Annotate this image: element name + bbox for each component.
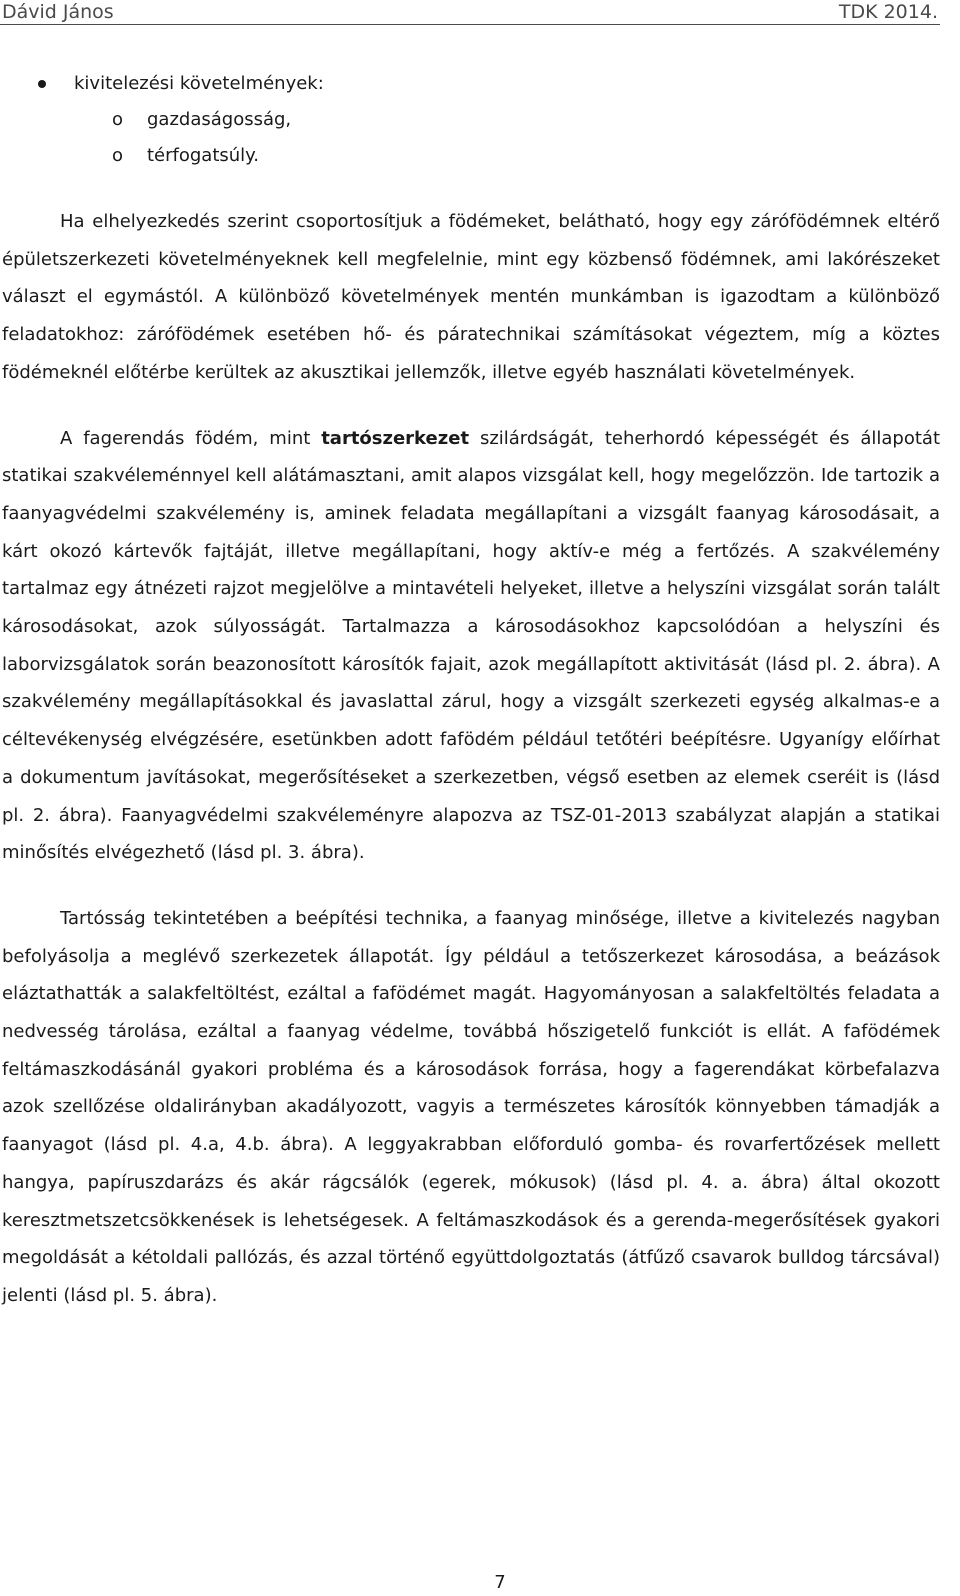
- sub-list-item: o gazdaságosság,: [2, 102, 940, 138]
- page-body: [2, 66, 940, 1315]
- paragraph-2-start: A fagerendás födém, mint: [60, 427, 322, 449]
- bold-term: tartószerkezet: [321, 427, 470, 449]
- sub-list-item: o térfogatsúly.: [2, 138, 940, 174]
- header-event: TDK 2014.: [838, 1, 938, 23]
- page-header: [0, 0, 940, 25]
- page-number: 7: [494, 1572, 506, 1593]
- requirements-list: [2, 66, 940, 174]
- paragraph-2-rest: szilárdságát, teherhordó képességét és állapotát statikai szakvéleménnyel kell alátámasztani, amit alapos vizsgálat kell, hogy megelőzzön. Ide tartozik a faanyagvédelmi szakvélemény is, aminek feladata megállapítani a vizsgált faanyag károsodásait, a kárt okozó kártevők fajtáját, illetve megállapítani, hogy aktív-e még a fertőzés. A szakvélemény tartalmaz egy átnézeti rajzot megjelölve a mintavételi helyeket, illetve a helyszíni vizsgálat során talált károsodásokat, azok súlyosságát. Tartalmazza a károsodásokhoz kapcsolódóan a helyszíni és laborvizsgálatok során beazonosított károsítók fajait, azok megállapított aktivitását (lásd pl. 2. ábra). A szakvélemény megállapításokkal és javaslattal zárul, hogy a vizsgált szerkezeti egység alkalmas-e a céltevékenység elvégzésére, esetünkben adott fafödém például tetőtéri beépítésre. Ugyanígy előírhat a dokumentum javításokat, megerősítéseket a szerkezetben, végső esetben az elemek cseréit is (lásd pl. 2. ábra). Faanyagvédelmi szakvéleményre alapozva az TSZ-01-2013 szabályzat alapján a statikai minősítés elvégezhető (lásd pl. 3. ábra).: [2, 427, 941, 864]
- paragraph-2: [2, 420, 940, 872]
- paragraph-3: Tartósság tekintetében a beépítési technika, a faanyag minősége, illetve a kivitelezés nagyban befolyásolja a meglévő szerkezetek állapotát. Így például a tetőszerkezet károsodása, a beázások eláztathatták a salakfeltöltést, ezáltal a fafödémet magát. Hagyományosan a salakfeltöltés feladata a nedvesség tárolása, ezáltal a faanyag védelme, továbbá hőszigetelő funkciót is ellát. A fafödémek feltámaszkodásánál gyakori probléma és a károsodások forrása, hogy a fagerendákat körbefalazva azok szellőzése oldalirányban akadályozott, vagyis a természetes károsítók könnyebben támadják a faanyagot (lásd pl. 4.a, 4.b. ábra). A leggyakrabban előforduló gomba- és rovarfertőzések mellett hangya, papíruszdarázs és akár rágcsálók (egerek, mókusok) (lásd pl. 4. a. ábra) által okozott keresztmetszetcsökkenések is lehetségesek. A feltámaszkodások és a gerenda-megerősítések gyakori megoldását a kétoldali pallózás, és azzal történő együttdolgoztatás (átfűző csavarok bulldog tárcsával) jelenti (lásd pl. 5. ábra).: [2, 907, 940, 1306]
- list-item: kivitelezési követelmények:: [2, 66, 940, 102]
- header-author: Dávid János: [2, 1, 114, 23]
- paragraph-1: Ha elhelyezkedés szerint csoportosítjuk a födémeket, belátható, hogy egy zárófödémnek eltérő épületszerkezeti követelményeknek kell megfelelnie, mint egy közbenső födémnek, ami lakórészeket választ el egymástól. A különböző követelmények mentén munkámban is igazodtam a különböző feladatokhoz: zárófödémek esetében hő- és páratechnikai számításokat végeztem, míg a köztes födémeknél előtérbe kerültek az akusztikai jellemzők, illetve egyéb használati követelmények.: [2, 211, 940, 383]
